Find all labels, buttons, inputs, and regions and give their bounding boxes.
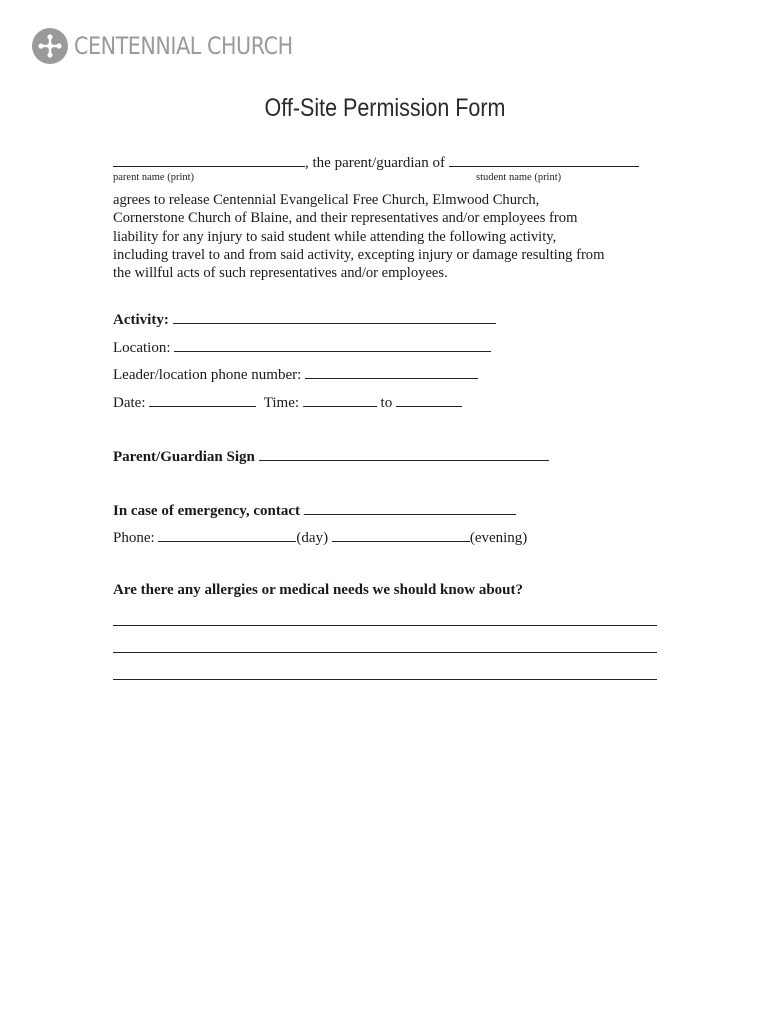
activity-field[interactable] <box>173 309 496 324</box>
date-label: Date: <box>113 395 146 411</box>
leader-phone-field[interactable] <box>305 364 478 379</box>
emergency-row <box>113 500 516 520</box>
time-end-field[interactable] <box>396 392 462 407</box>
phone-day-field[interactable] <box>158 527 296 542</box>
leader-phone-label: Leader/location phone number: <box>113 367 302 383</box>
location-row <box>113 337 491 357</box>
student-name-field[interactable] <box>449 152 639 167</box>
leader-phone-row <box>113 364 478 384</box>
release-line: the willful acts of such representatives and/or employees. <box>113 265 448 282</box>
activity-label: Activity: <box>113 312 169 328</box>
guardian-row <box>113 152 639 172</box>
phone-row <box>113 527 527 547</box>
release-line: agrees to release Centennial Evangelical Free Church, Elmwood Church, <box>113 192 540 208</box>
allergies-answer-line[interactable] <box>113 625 657 626</box>
signature-field[interactable] <box>259 446 549 461</box>
sign-row <box>113 446 549 466</box>
allergies-label: Are there any allergies or medical needs we should know about? <box>113 582 524 598</box>
church-logo <box>32 28 328 64</box>
release-paragraph <box>113 191 673 282</box>
date-time-row <box>113 392 462 412</box>
allergies-question <box>113 582 523 599</box>
location-field[interactable] <box>174 337 491 352</box>
activity-row <box>113 309 496 329</box>
day-label: (day) <box>296 530 329 546</box>
student-name-caption: student name (print) <box>476 172 562 183</box>
release-line: liability for any injury to said student while attending the following activity, <box>113 228 557 245</box>
logo-text: CENTENNIAL CHURCH <box>74 32 293 60</box>
emergency-contact-field[interactable] <box>304 500 516 515</box>
date-field[interactable] <box>149 392 256 407</box>
release-line: Cornerstone Church of Blaine, and their representatives and/or employees from <box>113 210 578 227</box>
allergies-answer-line[interactable] <box>113 652 657 653</box>
release-line: including travel to and from said activity, excepting injury or damage resulting from <box>113 246 605 263</box>
guardian-connector-text: , the parent/guardian of <box>305 155 445 171</box>
time-start-field[interactable] <box>303 392 377 407</box>
emergency-label: In case of emergency, contact <box>113 503 301 519</box>
parent-name-field[interactable] <box>113 152 305 167</box>
sign-label: Parent/Guardian Sign <box>113 449 255 465</box>
phone-label: Phone: <box>113 530 155 546</box>
form-title: Off-Site Permission Form <box>264 94 506 122</box>
location-label: Location: <box>113 340 171 356</box>
allergies-answer-line[interactable] <box>113 679 657 680</box>
evening-label: (evening) <box>469 530 528 546</box>
cross-circle-icon <box>32 28 68 64</box>
to-label: to <box>380 395 393 411</box>
time-label: Time: <box>263 395 300 411</box>
phone-evening-field[interactable] <box>332 527 470 542</box>
parent-name-caption: parent name (print) <box>113 172 195 183</box>
